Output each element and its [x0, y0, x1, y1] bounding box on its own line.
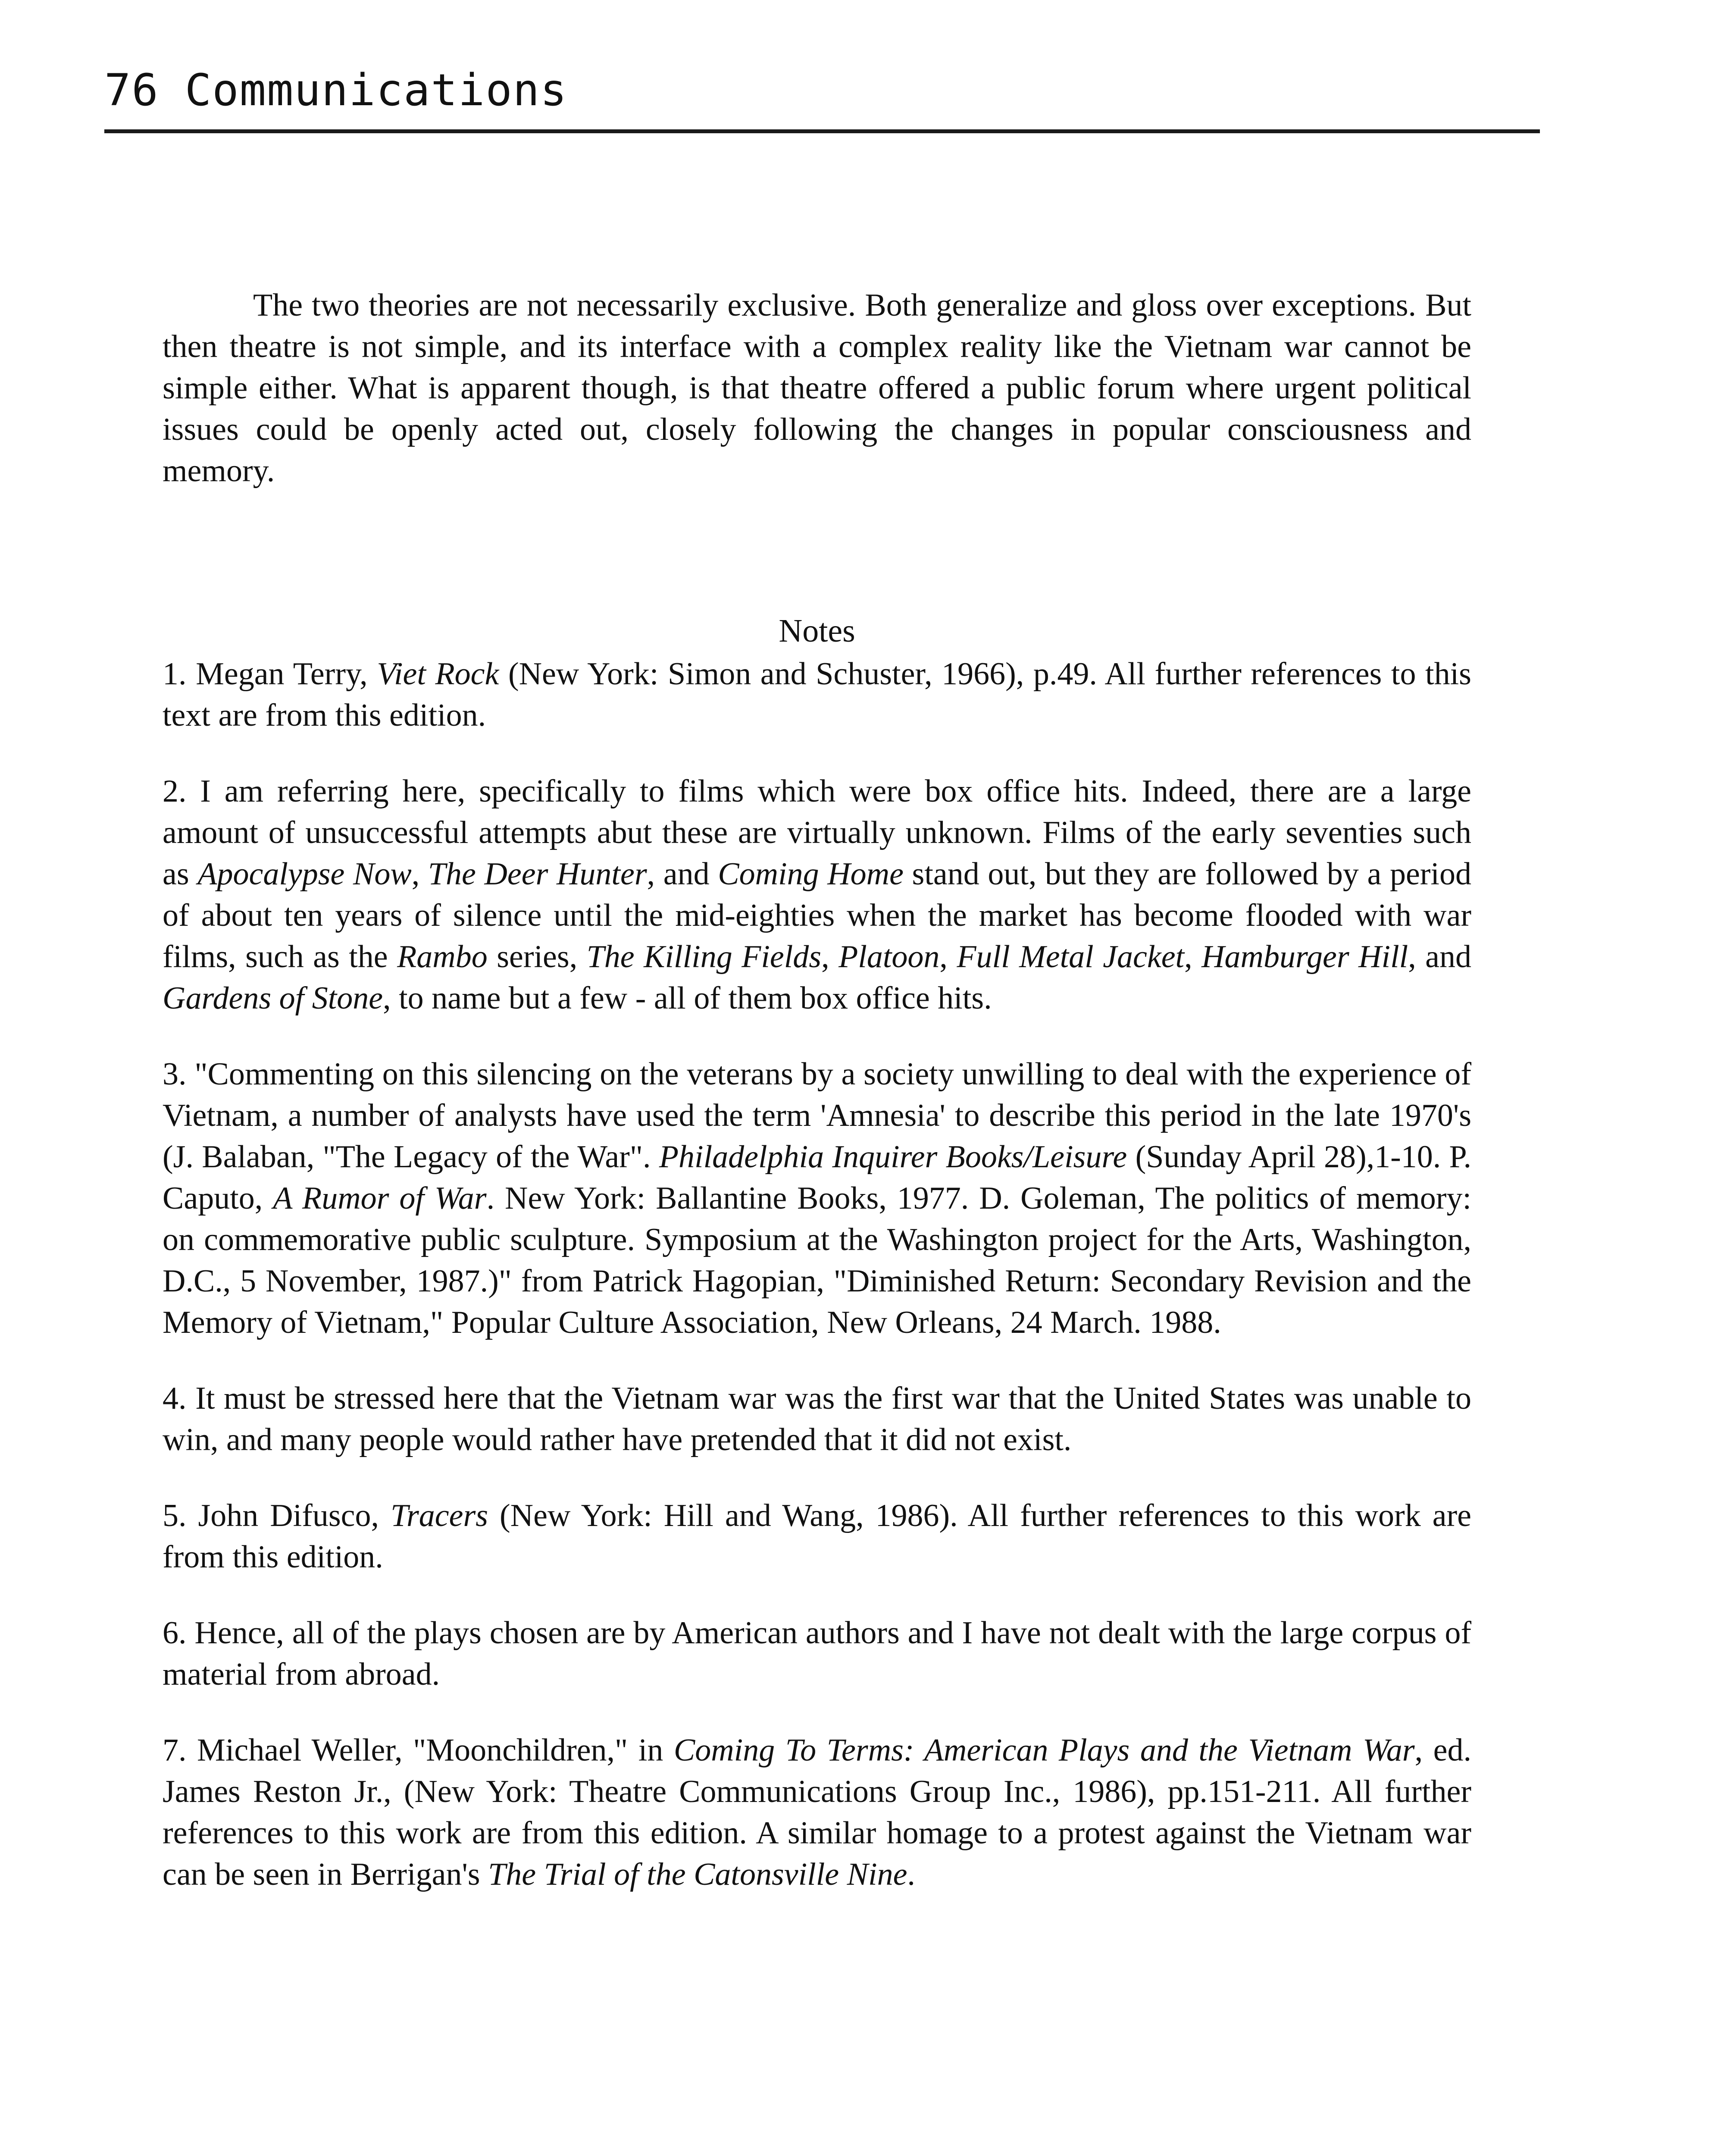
running-head: [104, 65, 1540, 136]
note-3-text: (Sunday April 28),1-10. P. Caputo,: [163, 1139, 1471, 1216]
note-4-text: 4. It must be stressed here that the Vietnam war was the first war that the United States was unable to win, and many people would rather have pretended that it did not exist.: [163, 1381, 1471, 1457]
note-6-text: 6. Hence, all of the plays chosen are by American authors and I have not dealt with the large corpus of material from abroad.: [163, 1615, 1471, 1692]
note-2-title: Hamburger Hill: [1201, 939, 1408, 975]
note-2-text: series,: [487, 939, 587, 975]
note-2-title: Platoon: [838, 939, 940, 975]
note-2-title: The Deer Hunter: [428, 856, 647, 892]
note-2-text: , and: [647, 856, 718, 892]
page-number: 76: [104, 65, 159, 116]
body-paragraph: The two theories are not necessarily exclusive. Both generalize and gloss over exceptions. But then theatre is not simple, and its interface with a complex reality like the Vietnam war cannot be simple either. What is apparent though, is that theatre offered a public forum where urgent political issues could be openly acted out, closely following the changes in popular consciousness and memory.: [163, 288, 1471, 489]
note-7-text: , ed. James Reston Jr., (New York: Theatre Communications Group Inc., 1986), pp.151-211. All further references to this work are from this edition. A similar homage to a protest against the Vietnam war can be seen in Berrigan's: [163, 1733, 1471, 1892]
note-3-text: . New York: Ballantine Books, 1977. D. Goleman, The politics of memory: on commemorative public sculpture. Symposium at the Washington project for the Arts, Washington, D.C., 5 November, 1987.)" from Patrick Hagopian, "Diminished Return: Secondary Revision and the Memory of Vietnam," Popular Culture Association, New Orleans, 24 March. 1988.: [163, 1181, 1472, 1340]
note-2-text: ,: [821, 939, 839, 975]
note-2-title: The Killing Fields: [586, 939, 822, 975]
note-7-title: Coming To Terms: American Plays and the Vietnam War: [673, 1733, 1415, 1768]
note-1-text: 1. Megan Terry,: [163, 656, 377, 692]
note-2-text: ,: [411, 856, 428, 892]
note-7-text: 7. Michael Weller, "Moonchildren," in: [163, 1733, 674, 1768]
note-2-text: ,: [939, 939, 957, 975]
note-1-title: Viet Rock: [377, 656, 499, 692]
note-7-title: The Trial of the Catonsville Nine: [488, 1857, 907, 1892]
note-2-title: Gardens of Stone: [163, 981, 383, 1016]
note-2-text: , to name but a few - all of them box office hits.: [383, 981, 992, 1016]
body-text: [163, 285, 1471, 492]
note-2-title: Rambo: [397, 939, 488, 975]
note-5-text: (New York: Hill and Wang, 1986). All further references to this work are from this edition.: [163, 1498, 1471, 1575]
note-3-title: Philadelphia Inquirer Books/Leisure: [659, 1139, 1127, 1175]
journal-title: Communications: [185, 65, 568, 116]
note-1-text: (New York: Simon and Schuster, 1966), p.49. All further references to this text are from this edition.: [163, 656, 1471, 733]
note-5: [163, 1495, 1471, 1578]
notes-heading: Notes: [779, 613, 855, 649]
note-2-text: ,: [1184, 939, 1202, 975]
note-3-title: A Rumor of War: [273, 1181, 487, 1216]
header-rule: [104, 129, 1540, 133]
note-5-title: Tracers: [390, 1498, 488, 1533]
note-3-text: 3. "Commenting on this silencing on the veterans by a society unwilling to deal with the experience of Vietnam, a number of analysts have used the term 'Amnesia' to describe this period in the late 1970's (J. Balaban, "The Legacy of the War".: [163, 1056, 1471, 1175]
note-4: [163, 1378, 1471, 1460]
note-6: [163, 1612, 1471, 1695]
note-1: [163, 653, 1471, 736]
note-7-text: .: [907, 1857, 915, 1892]
note-5-text: 5. John Difusco,: [163, 1498, 391, 1533]
note-3: [163, 1053, 1471, 1343]
note-2: [163, 771, 1471, 1019]
note-2-text: stand out, but they are followed by a period of about ten years of silence until the mid-eighties when the market has become flooded with war films, such as the: [163, 856, 1471, 975]
note-2-text: 2. I am referring here, specifically to films which were box office hits. Indeed, there are a large amount of unsuccessful attempts abut these are virtually unknown. Films of the early seventies such as: [163, 774, 1471, 892]
notes-section: [163, 610, 1471, 1930]
note-7: [163, 1730, 1471, 1895]
note-2-title: Coming Home: [718, 856, 904, 892]
note-2-title: Apocalypse Now: [197, 856, 412, 892]
note-2-title: Full Metal Jacket: [957, 939, 1185, 975]
note-2-text: , and: [1408, 939, 1472, 975]
